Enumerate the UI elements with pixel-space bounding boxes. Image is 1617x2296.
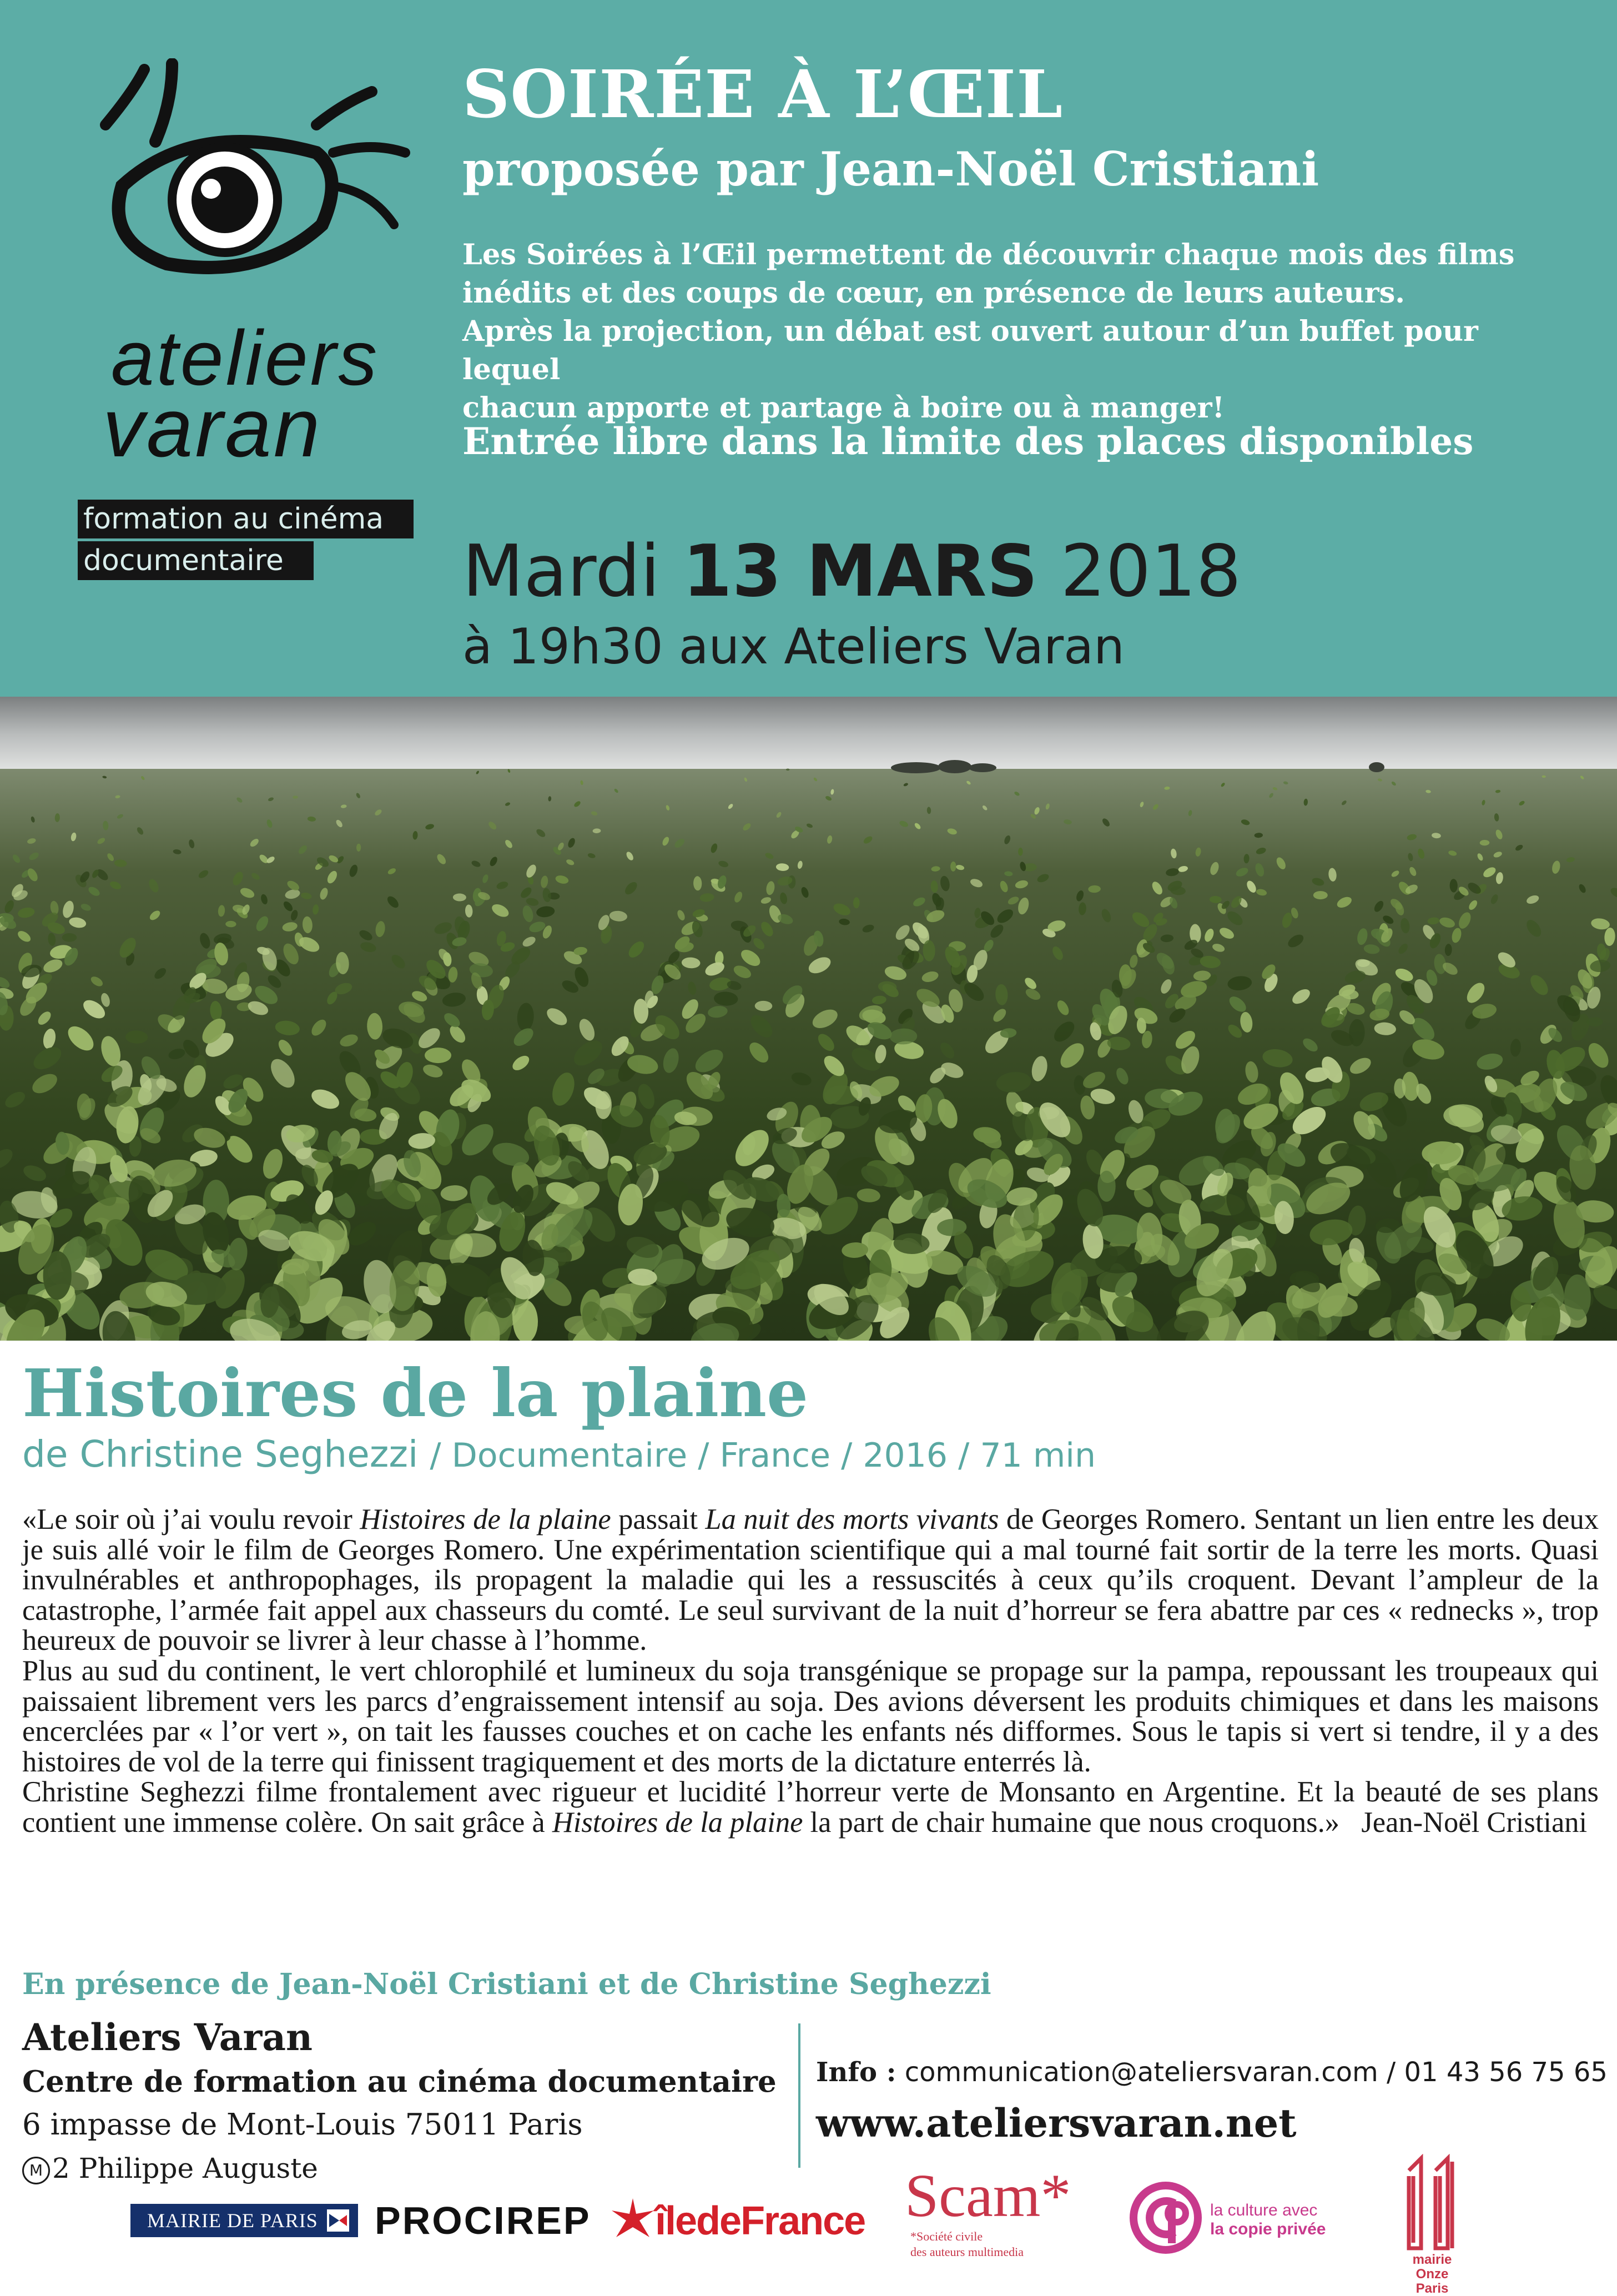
brand-line-1: ateliers	[111, 314, 380, 401]
date-year: 2018	[1060, 530, 1242, 613]
leaf-shape	[62, 933, 77, 942]
review-paragraph-2: Plus au sud du continent, le vert chlorophilé et lumineux du soja transgénique se propage sur la pampa, repoussant les troupeaux qui paissaient librement vers les parcs d’engraissement intensif au soja. Des avions déversent les produits chimiques et dans les maisons encerclées par « l’or vert », on tait les fausses couches et on cache les enfants nés difformes. Sous le tapis si vert si tendre, il y a des histoires de vol de la terre qui finissent tragiquement et des morts de la dictature enterrés là.	[22, 1654, 1599, 1778]
eleven-icon	[1404, 2154, 1460, 2251]
film-details: / Documentaire / France / 2016 / 71 min	[430, 1436, 1096, 1475]
scam-subtitle-2: des auteurs multimedia	[910, 2245, 1024, 2259]
mairie-de-paris-text: MAIRIE DE PARIS	[147, 2209, 318, 2232]
mairie-de-paris-logo	[130, 2204, 358, 2237]
leaf-shape	[1564, 1275, 1591, 1321]
film-director: de Christine Seghezzi	[22, 1433, 419, 1476]
leaf-shape	[1313, 891, 1328, 899]
intro-line: inédits et des coups de cœur, en présence de leurs auteurs.	[462, 276, 1406, 310]
soy-field-image	[0, 697, 1617, 1341]
copie-privee-line-1: la culture avec	[1210, 2201, 1318, 2219]
venue-subtitle: Centre de formation au cinéma documentaire	[22, 2065, 777, 2099]
intro-line: Les Soirées à l’Œil permettent de découvrir chaque mois des films	[462, 238, 1515, 271]
entry-note: Entrée libre dans la limite des places disponibles	[462, 420, 1474, 463]
date-day-month: 13 MARS	[682, 530, 1038, 613]
metro-icon: M	[22, 2157, 50, 2184]
leaf-shape	[425, 1048, 451, 1063]
date-weekday: Mardi	[462, 530, 661, 613]
website-link[interactable]: www.ateliersvaran.net	[816, 2100, 1297, 2146]
logo-tagline-2: documentaire	[78, 541, 314, 580]
presence-note: En présence de Jean-Noël Cristiani et de Christine Seghezzi	[22, 1967, 991, 2001]
review-film-title: La nuit des morts vivants	[705, 1503, 999, 1535]
brand-line-2: varan	[103, 381, 323, 474]
leaf-shape	[1097, 1171, 1115, 1202]
intro-line: chacun apporte et partage à boire ou à manger!	[462, 391, 1225, 425]
logo-tagline-1: formation au cinéma	[78, 500, 414, 538]
review-text: passait	[611, 1503, 706, 1535]
venue-address: 6 impasse de Mont-Louis 75011 Paris	[22, 2108, 583, 2142]
mairie-onze-text	[1399, 2253, 1465, 2296]
iledefrance-text: îledeFrance	[655, 2199, 865, 2243]
info-contact[interactable]: communication@ateliersvaran.com / 01 43 56 75 65	[904, 2057, 1608, 2088]
footer-divider	[798, 2023, 800, 2168]
page-subtitle: proposée par Jean-Noël Cristiani	[462, 142, 1319, 197]
scam-logo	[905, 2162, 1071, 2260]
iledefrance-logo	[611, 2192, 872, 2247]
event-date	[462, 530, 1241, 613]
scam-text: Scam*	[905, 2162, 1071, 2229]
paris-flag-icon	[327, 2209, 349, 2232]
review-signature: Jean-Noël Cristiani	[1361, 1806, 1588, 1839]
scam-subtitle-1: *Société civile	[910, 2229, 983, 2243]
intro-line: Après la projection, un débat est ouvert autour d’un buffet pour lequel	[462, 315, 1478, 386]
info-label: Info :	[816, 2057, 896, 2088]
venue-metro	[22, 2148, 318, 2188]
mairie-onze-logo	[1399, 2154, 1465, 2296]
review-paragraph-1	[22, 1504, 1599, 1656]
film-title: Histoires de la plaine	[22, 1355, 809, 1432]
review-paragraph-3	[22, 1777, 1599, 1837]
soy-field-photo	[0, 697, 1617, 1341]
event-time-place: à 19h30 aux Ateliers Varan	[462, 618, 1125, 675]
mairie-onze-line-1: mairie Onze	[1412, 2252, 1452, 2282]
intro-text	[462, 236, 1573, 427]
copie-privee-line-2: la copie privée	[1210, 2220, 1326, 2238]
copie-privee-text	[1210, 2201, 1326, 2239]
copie-privee-logo	[1127, 2179, 1360, 2257]
review-text: la part de chair humaine que nous croquons.»	[803, 1806, 1339, 1839]
review-text: «Le soir où j’ai voulu revoir	[22, 1503, 360, 1535]
metro-line: 2 Philippe Auguste	[52, 2152, 318, 2184]
mairie-onze-line-2: Paris	[1415, 2281, 1449, 2296]
review-text: Christine Seghezzi filme frontalement avec rigueur et lucidité l’horreur verte de Monsanto en Argentine. Et la beauté de ses plans contient une immense colère. On sait grâce à	[22, 1776, 1599, 1839]
film-meta	[22, 1429, 1096, 1481]
info-line	[816, 2053, 1608, 2092]
leaf-shape	[786, 768, 790, 771]
review-film-title: Histoires de la plaine	[360, 1503, 611, 1535]
page-title: SOIRÉE À L’ŒIL	[462, 56, 1064, 133]
film-review	[22, 1504, 1599, 1838]
header-band	[0, 0, 1617, 697]
procirep-logo: PROCIREP	[375, 2199, 591, 2242]
review-text: de Georges Romero. Sentant un lien entre les deux je suis allé voir le film de Georges Romero. Une expérimentation scientifique qui a mal tourné fait sortir de la terre les morts. Quasi invulnérables et anthropophages, ils propagent la maladie qui les a ressuscités à ceux qu’ils croquent. Devant l’ampleur de la catastrophe, l’armée fait appel aux chasseurs du comté. Le seul survivant de la nuit d’horreur se fera abattre par ces « rednecks », trop heureux de pouvoir se livrer à leur chasse à l’homme.	[22, 1503, 1599, 1657]
copie-privee-icon	[1127, 2179, 1205, 2257]
review-film-title: Histoires de la plaine	[552, 1806, 803, 1839]
star-icon	[611, 2197, 655, 2242]
venue-name: Ateliers Varan	[22, 2016, 313, 2059]
eye-logo-icon	[83, 58, 416, 297]
